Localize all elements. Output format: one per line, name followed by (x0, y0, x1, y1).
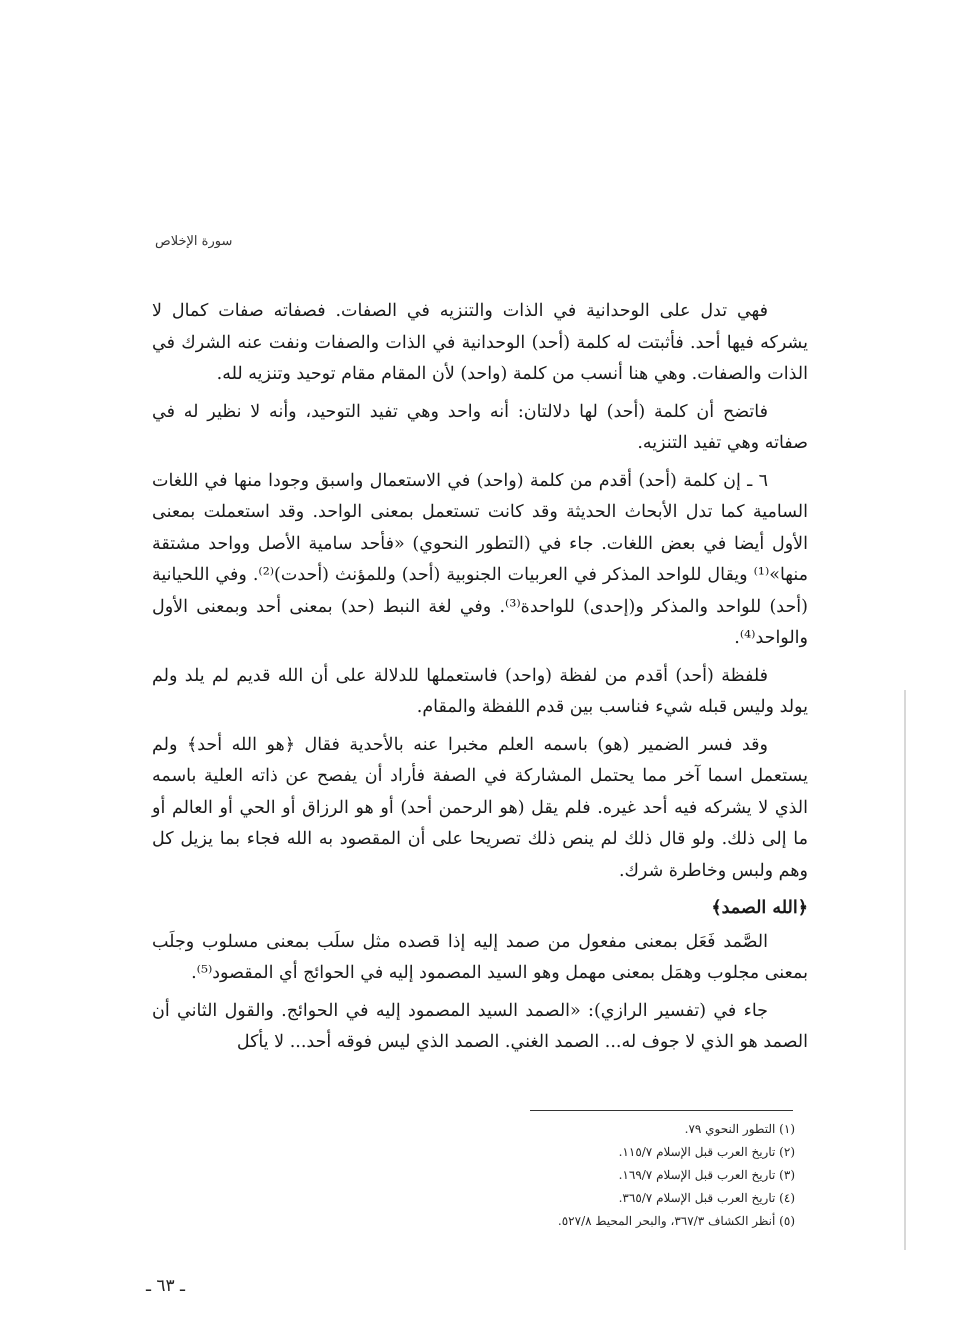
paragraph: فاتضح أن كلمة (أحد) لها دلالتان: أنه واحد وهي تفيد التوحيد، وأنه لا نظير له في صفاته وهي تفيد التنزيه. (152, 401, 808, 453)
main-text (152, 296, 808, 1065)
footnote-divider (530, 1110, 793, 1111)
footnote: (٤) تاريخ العرب قبل الإسلام ٣٦٥/٧. (618, 1191, 795, 1205)
paragraph: جاء في (تفسير الرازي): «الصمد السيد المصمود إليه في الحوائج. والقول الثاني أن الصمد هو الذي لا جوف له... الصمد الغني. الصمد الذي ليس فوقه أحد... لا يأكل (152, 1000, 808, 1052)
scan-margin-line (904, 690, 906, 1250)
paragraph: ٦ ـ إن كلمة (أحد) أقدم من كلمة (واحد) في الاستعمال واسبق وجودا منها في اللغات السامية كما تدل الأبحاث الحديثة وقد كانت تستعمل بمعنى الواحد. وقد استعملت بمعنى الأول أيضا في بعض اللغات. جاء في (التطور النحوي) «فأحد سامية الأصل وواحد مشتقة منها»⁽¹⁾ ويقال للواحد المذكر في العربيات الجنوبية (أحد) وللمؤنث (أحدت)⁽²⁾. وفي اللحيانية (أحد) للواحد والمذكر و(إحدى) للواحدة⁽³⁾. وفي لغة النبط (حد) بمعنى أحد وبمعنى الأول والواحد⁽⁴⁾. (152, 470, 808, 648)
footnote: (٢) تاريخ العرب قبل الإسلام ١١٥/٧. (618, 1145, 795, 1159)
paragraph: وقد فسر الضمير (هو) باسمه العلم مخبرا عنه بالأحدية فقال ﴿هو الله أحد﴾ ولم يستعمل اسما آخر مما يحتمل المشاركة في الصفة فأراد أن يفصح عن ذاته العلية باسمه الذي لا يشركه فيه أحد غيره. فلم يقل (هو الرحمن أحد) أو هو الرزاق أو الحي أو العالم أو ما إلى ذلك. ولو قال ذلك لم ينص ذلك تصريحا على أن المقصود به الله فجاء بما يزيل كل وهم ولبس وخاطرة شرك. (152, 734, 808, 881)
footnote: (٥) أنظر الكشاف ٣٦٧/٣، والبحر المحيط ٥٢٧/٨. (557, 1214, 795, 1228)
paragraph: فلفظة (أحد) أقدم من لفظة (واحد) فاستعملها للدلالة على أن الله قديم لم يلد ولم يولد وليس قبله شيء فناسب بين قدم اللفظة والمقام. (152, 665, 808, 717)
footnote: (٣) تاريخ العرب قبل الإسلام ١٦٩/٧. (618, 1168, 795, 1182)
footnotes (470, 1118, 795, 1233)
paragraph: الصَّمد فَعَل بمعنى مفعول من صمد إليه إذا قصده مثل سلَب بمعنى مسلوب وجلَب بمعنى مجلوب وهمَل بمعنى مهمل وهو السيد المصمود إليه في الحوائج أي المقصود⁽⁵⁾. (152, 931, 808, 983)
running-header: سورة الإخلاص (155, 234, 233, 249)
footnote: (١) التطور النحوي ٧٩. (684, 1122, 795, 1136)
section-heading: ﴿الله الصمد﴾ (711, 898, 808, 918)
page-number: ـ ٦٣ ـ (146, 1276, 186, 1296)
paragraph: فهي تدل على الوحدانية في الذات والتنزيه في الصفات. فصفاته صفات كمال لا يشركه فيها أحد. فأثبتت له كلمة (أحد) الوحدانية في الذات والصفات ونفت عنه الشرك في الذات والصفات. وهي هنا أنسب من كلمة (واحد) لأن المقام مقام توحيد وتنزيه لله. (152, 301, 808, 384)
